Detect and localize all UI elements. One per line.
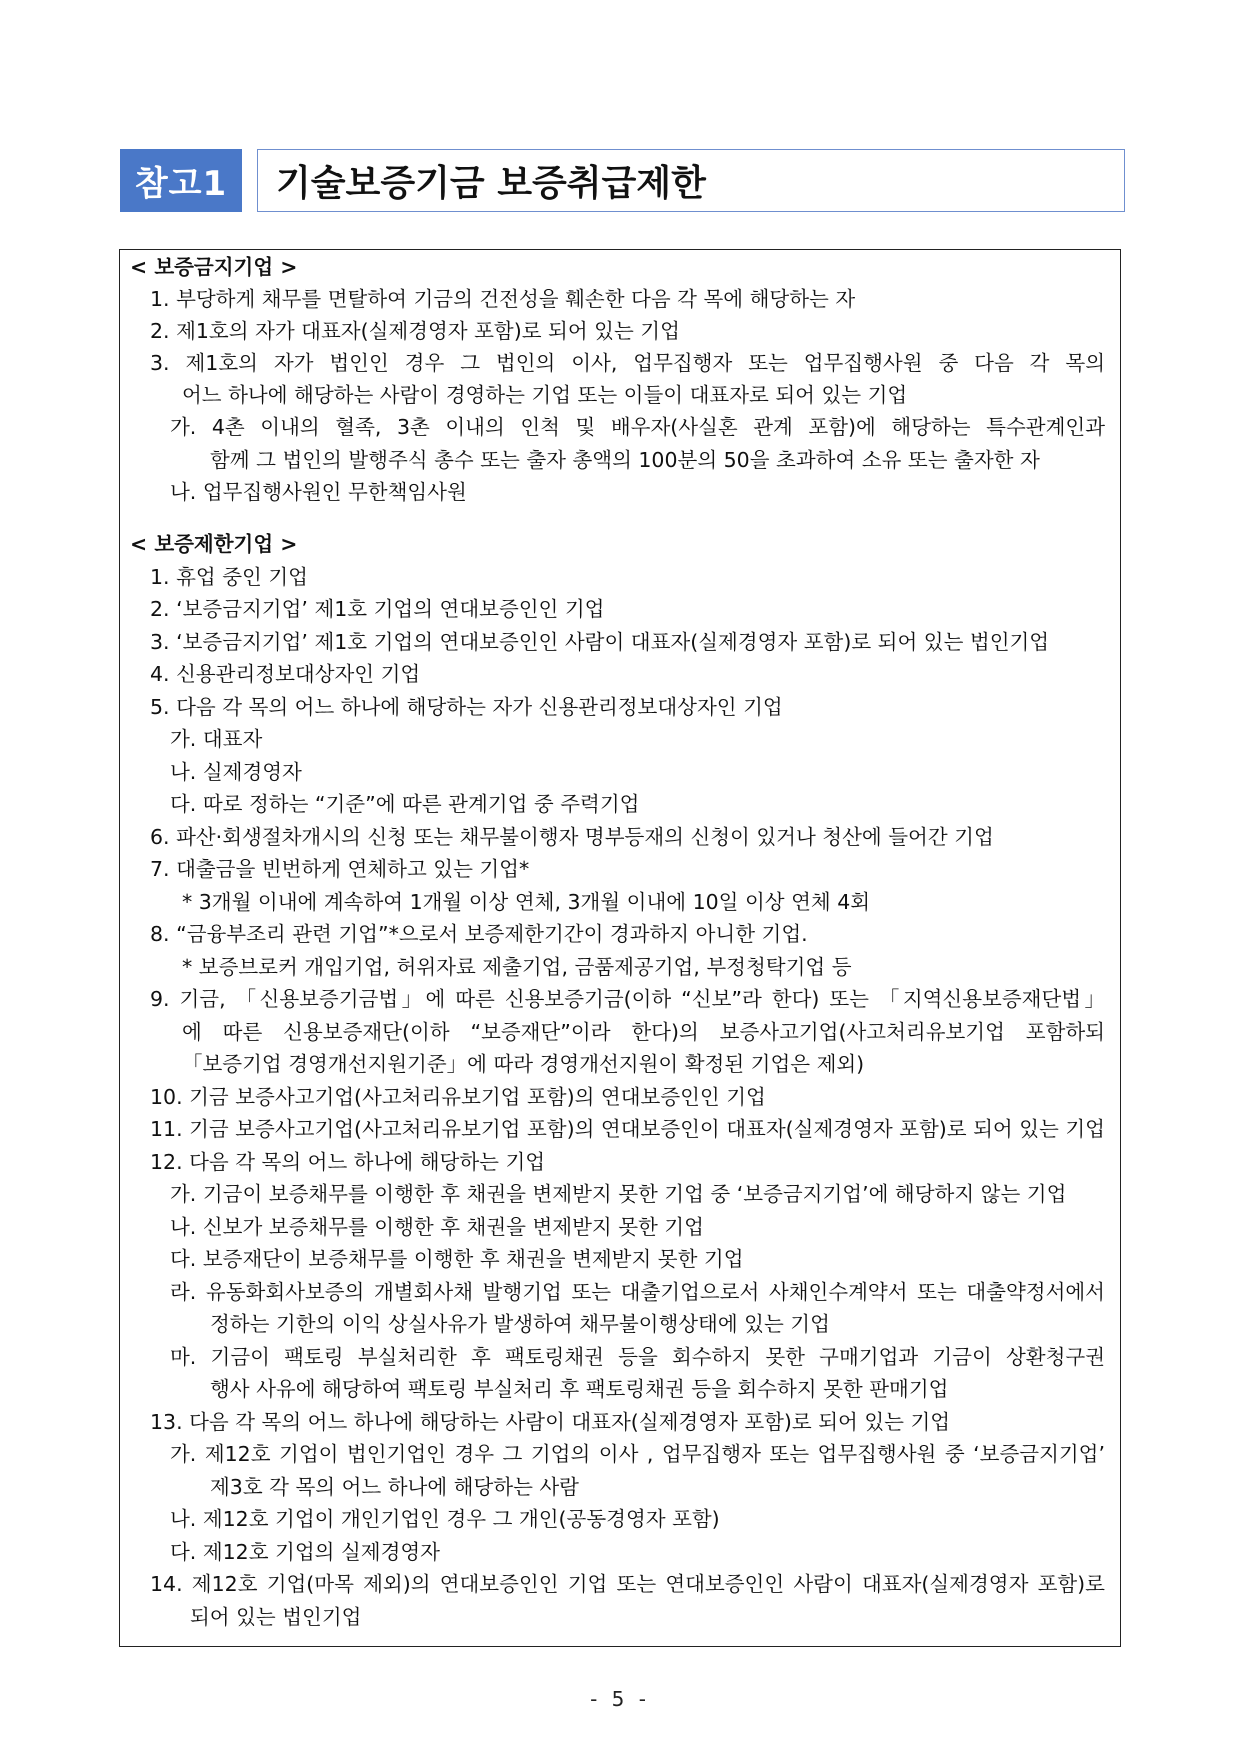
- list-subitem-continuation: 제3호 각 목의 어느 하나에 해당하는 사람: [210, 1475, 579, 1499]
- list-item: 1. 휴업 중인 기업: [150, 565, 308, 589]
- list-item: 7. 대출금을 빈번하게 연체하고 있는 기업*: [150, 857, 530, 881]
- list-item: 6. 파산·회생절차개시의 신청 또는 채무불이행자 명부등재의 신청이 있거나 청산에 들어간 기업: [150, 825, 994, 849]
- list-item: 13. 다음 각 목의 어느 하나에 해당하는 사람이 대표자(실제경영자 포함)로 되어 있는 기업: [150, 1410, 951, 1434]
- page-title: [257, 149, 1125, 212]
- list-subitem: 라. 유동화회사보증의 개별회사채 발행기업 또는 대출기업으로서 사채인수계약서 또는 대출약정서에서: [170, 1280, 1105, 1304]
- list-subitem: 가. 대표자: [170, 727, 263, 751]
- list-subitem-continuation: 함께 그 법인의 발행주식 총수 또는 출자 총액의 100분의 50을 초과하여 소유 또는 출자한 자: [210, 448, 1040, 472]
- list-item-continuation: 어느 하나에 해당하는 사람이 경영하는 기업 또는 이들이 대표자로 되어 있는 기업: [182, 383, 908, 407]
- list-item: 4. 신용관리정보대상자인 기업: [150, 662, 421, 686]
- list-item-continuation: 에 따른 신용보증재단(이하 “보증재단”이라 한다)의 보증사고기업(사고처리유보기업 포함하되: [182, 1020, 1105, 1044]
- list-item: 9. 기금, 「신용보증기금법」에 따른 신용보증기금(이하 “신보”라 한다) 또는 「지역신용보증재단법」: [150, 987, 1105, 1011]
- list-item: 8. “금융부조리 관련 기업”*으로서 보증제한기간이 경과하지 아니한 기업.: [150, 922, 808, 946]
- list-item: 3. 제1호의 자가 법인인 경우 그 법인의 이사, 업무집행자 또는 업무집행사원 중 다음 각 목의: [150, 351, 1105, 375]
- list-item: 3. ‘보증금지기업’ 제1호 기업의 연대보증인인 사람이 대표자(실제경영자 포함)로 되어 있는 법인기업: [150, 630, 1050, 654]
- list-item: 12. 다음 각 목의 어느 하나에 해당하는 기업: [150, 1150, 546, 1174]
- section-heading-restricted: < 보증제한기업 >: [130, 532, 298, 556]
- page-title-text: 기술보증기금 보증취급제한: [276, 163, 706, 204]
- list-item-continuation: 되어 있는 법인기업: [190, 1605, 362, 1629]
- list-item: 11. 기금 보증사고기업(사고처리유보기업 포함)의 연대보증인이 대표자(실제경영자 포함)로 되어 있는 기업: [150, 1117, 1105, 1141]
- list-subitem: 나. 업무집행사원인 무한책임사원: [170, 480, 467, 504]
- page-number: - 5 -: [590, 1687, 650, 1711]
- list-item: 2. ‘보증금지기업’ 제1호 기업의 연대보증인인 기업: [150, 597, 605, 621]
- list-subitem: 나. 제12호 기업이 개인기업인 경우 그 개인(공동경영자 포함): [170, 1507, 720, 1531]
- list-item: 14. 제12호 기업(마목 제외)의 연대보증인인 기업 또는 연대보증인인 사람이 대표자(실제경영자 포함)로: [150, 1572, 1105, 1596]
- list-subitem: 다. 보증재단이 보증채무를 이행한 후 채권을 변제받지 못한 기업: [170, 1247, 744, 1271]
- list-subitem: 가. 제12호 기업이 법인기업인 경우 그 기업의 이사 , 업무집행자 또는 업무집행사원 중 ‘보증금지기업’: [170, 1442, 1105, 1466]
- list-subitem: 가. 기금이 보증채무를 이행한 후 채권을 변제받지 못한 기업 중 ‘보증금지기업’에 해당하지 않는 기업: [170, 1182, 1067, 1206]
- footnote: * 3개월 이내에 계속하여 1개월 이상 연체, 3개월 이내에 10일 이상 연체 4회: [182, 890, 871, 914]
- list-item: 2. 제1호의 자가 대표자(실제경영자 포함)로 되어 있는 기업: [150, 319, 680, 343]
- list-subitem-continuation: 행사 사유에 해당하여 팩토링 부실처리 후 팩토링채권 등을 회수하지 못한 판매기업: [210, 1377, 949, 1401]
- list-subitem: 다. 제12호 기업의 실제경영자: [170, 1540, 440, 1564]
- list-subitem: 다. 따로 정하는 “기준”에 따른 관계기업 중 주력기업: [170, 792, 640, 816]
- list-subitem: 나. 신보가 보증채무를 이행한 후 채권을 변제받지 못한 기업: [170, 1215, 704, 1239]
- list-item: 10. 기금 보증사고기업(사고처리유보기업 포함)의 연대보증인인 기업: [150, 1085, 766, 1109]
- section-heading-prohibited: < 보증금지기업 >: [130, 255, 298, 279]
- section-badge: 참고1: [120, 149, 242, 212]
- list-subitem: 나. 실제경영자: [170, 760, 302, 784]
- list-subitem: 마. 기금이 팩토링 부실처리한 후 팩토링채권 등을 회수하지 못한 구매기업과 기금이 상환청구권: [170, 1345, 1105, 1369]
- footnote: * 보증브로커 개입기업, 허위자료 제출기업, 금품제공기업, 부정청탁기업 등: [182, 955, 852, 979]
- list-item-continuation: 「보증기업 경영개선지원기준」에 따라 경영개선지원이 확정된 기업은 제외): [182, 1052, 865, 1076]
- list-subitem-continuation: 정하는 기한의 이익 상실사유가 발생하여 채무불이행상태에 있는 기업: [210, 1312, 830, 1336]
- list-subitem: 가. 4촌 이내의 혈족, 3촌 이내의 인척 및 배우자(사실혼 관계 포함)에 해당하는 특수관계인과: [170, 415, 1105, 439]
- list-item: 1. 부당하게 채무를 면탈하여 기금의 건전성을 훼손한 다음 각 목에 해당하는 자: [150, 287, 856, 311]
- list-item: 5. 다음 각 목의 어느 하나에 해당하는 자가 신용관리정보대상자인 기업: [150, 695, 783, 719]
